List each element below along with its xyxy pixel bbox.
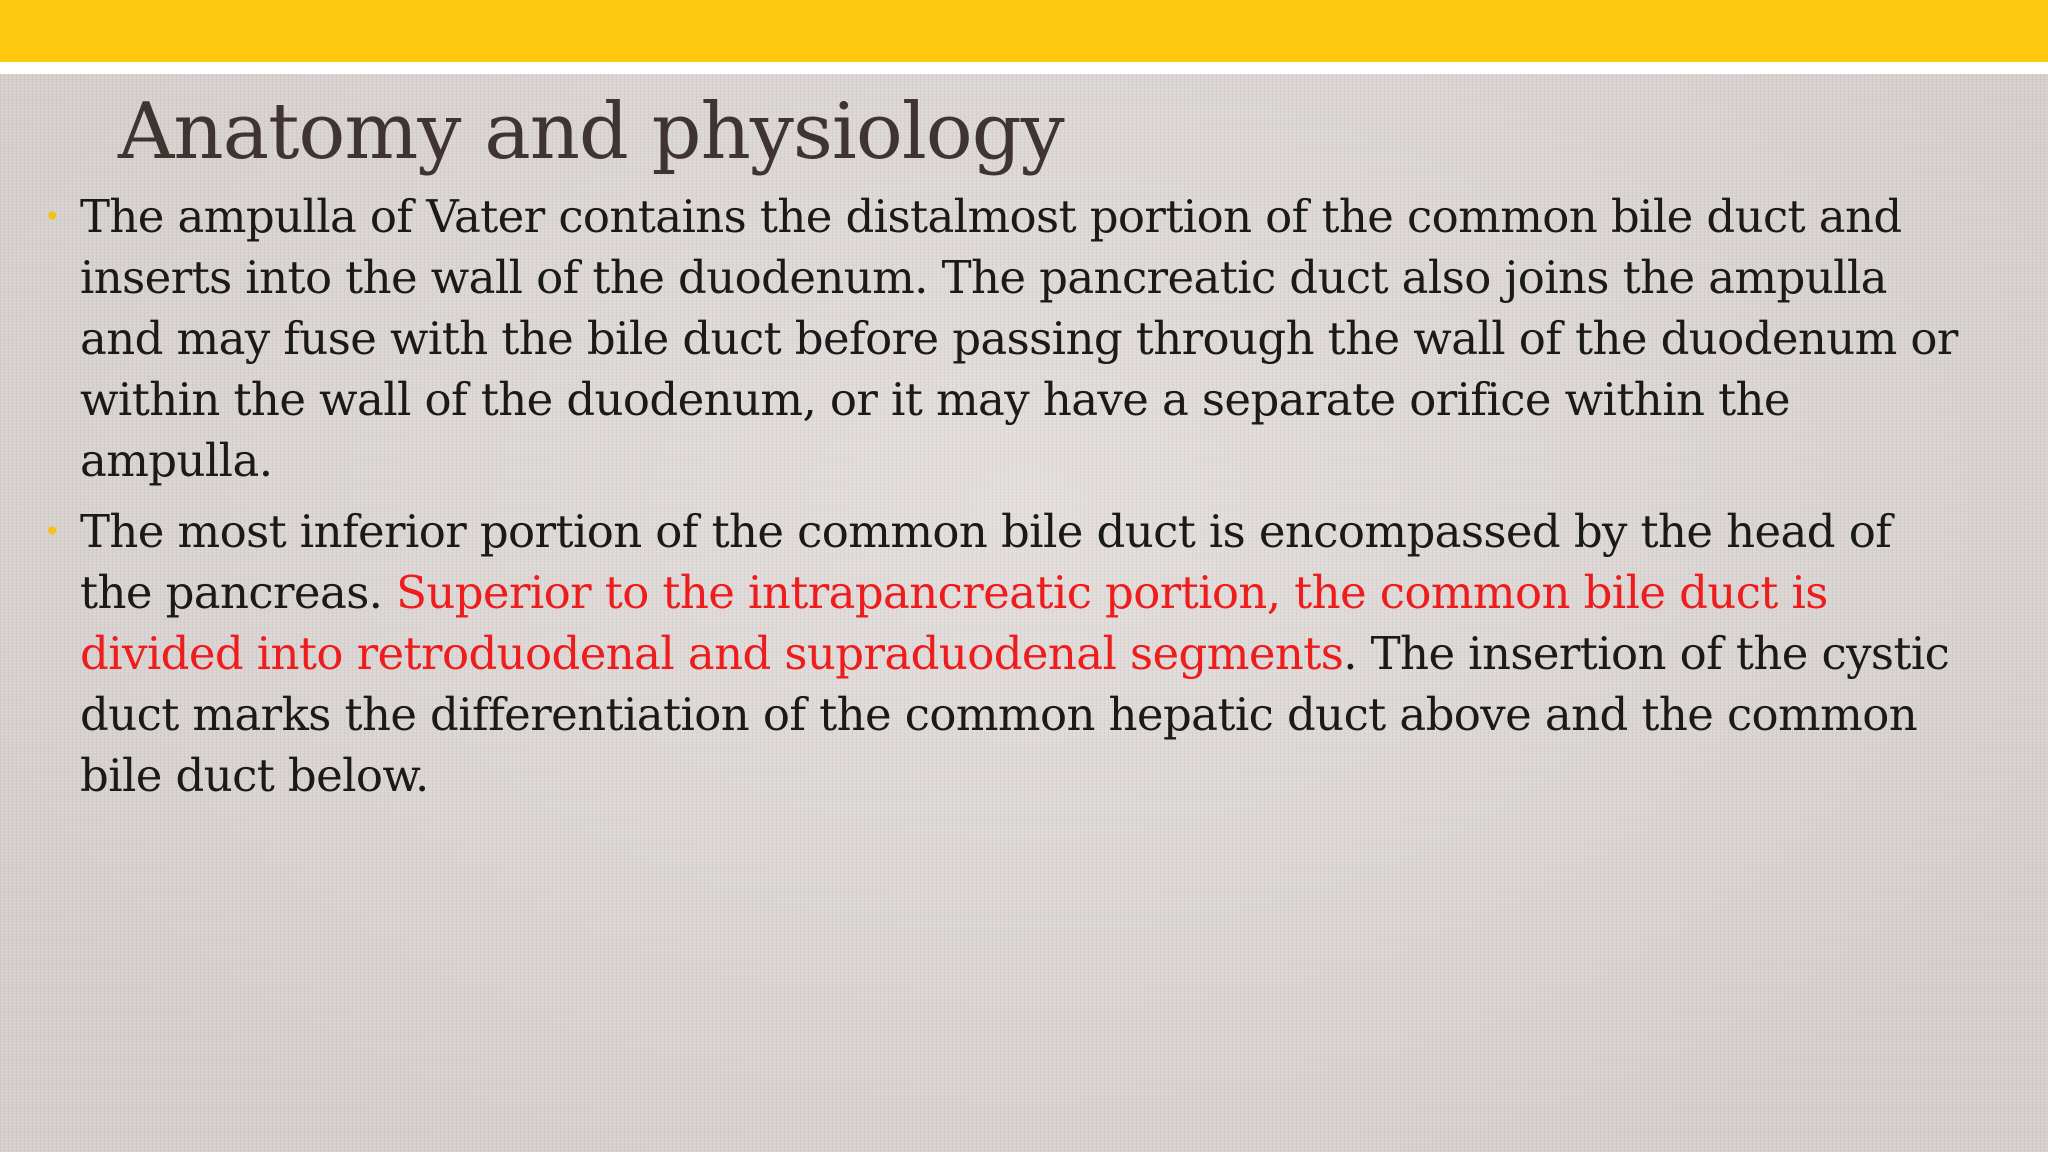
bullet-text-2-highlight: Superior to the intrapancreatic portion, the common bile duct is divided into retroduodenal and supraduodenal segments <box>80 566 1828 680</box>
bullet-list <box>40 186 1960 816</box>
top-accent-band <box>0 0 2048 62</box>
bullet-text-2-after: . The insertion of the cystic duct marks the differentiation of the common hepatic duct above and the common bile duct below. <box>80 627 1950 802</box>
bullet-text-2 <box>80 505 1949 802</box>
top-divider <box>0 62 2048 74</box>
bullet-text-1: The ampulla of Vater contains the distalmost portion of the common bile duct and inserts into the wall of the duodenum. The pancreatic duct also joins the ampulla and may fuse with the bile duct before passing through the wall of the duodenum or within the wall of the duodenum, or it may have a separate orifice within the ampulla. <box>80 190 1958 487</box>
bullet-text-2-before: The most inferior portion of the common bile duct is encompassed by the head of the pancreas. <box>80 505 1892 619</box>
bullet-dot-icon: • <box>44 200 60 233</box>
bullet-item-1 <box>40 186 1960 491</box>
bullet-item-2 <box>40 501 1960 806</box>
bullet-dot-icon: • <box>44 515 60 548</box>
slide-title: Anatomy and physiology <box>118 87 1064 177</box>
